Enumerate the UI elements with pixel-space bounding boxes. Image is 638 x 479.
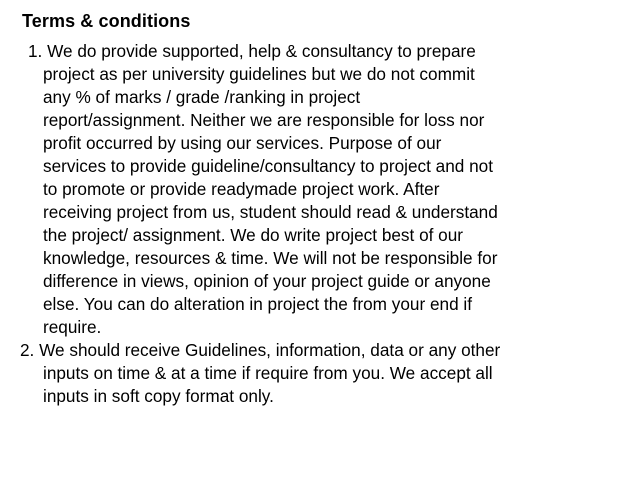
page-title: Terms & conditions bbox=[22, 11, 191, 31]
term-2-line-1: 2. We should receive Guidelines, information, data or any other bbox=[20, 340, 501, 360]
term-1-line-3: any % of marks / grade /ranking in project bbox=[43, 87, 361, 107]
term-1-line-8: receiving project from us, student should read & understand bbox=[43, 202, 498, 222]
term-1-line-12: else. You can do alteration in project the from your end if bbox=[43, 294, 472, 314]
term-1-line-5: profit occurred by using our services. Purpose of our bbox=[43, 133, 442, 153]
term-2-line-3: inputs in soft copy format only. bbox=[43, 386, 274, 406]
term-1-line-10: knowledge, resources & time. We will not be responsible for bbox=[43, 248, 498, 268]
term-1-line-7: to promote or provide readymade project work. After bbox=[43, 179, 440, 199]
term-1-line-9: the project/ assignment. We do write project best of our bbox=[43, 225, 464, 245]
term-1-line-6: services to provide guideline/consultancy to project and not bbox=[43, 156, 494, 176]
term-1-line-4: report/assignment. Neither we are responsible for loss nor bbox=[43, 110, 485, 130]
term-1-line-13: require. bbox=[43, 317, 102, 337]
term-item-2 bbox=[0, 339, 638, 408]
term-item-1 bbox=[0, 40, 638, 339]
term-1-line-1: 1. We do provide supported, help & consultancy to prepare bbox=[28, 41, 476, 61]
term-1-line-2: project as per university guidelines but we do not commit bbox=[43, 64, 475, 84]
term-2-line-2: inputs on time & at a time if require from you. We accept all bbox=[43, 363, 493, 383]
term-1-line-11: difference in views, opinion of your project guide or anyone bbox=[43, 271, 491, 291]
terms-list bbox=[0, 40, 638, 408]
